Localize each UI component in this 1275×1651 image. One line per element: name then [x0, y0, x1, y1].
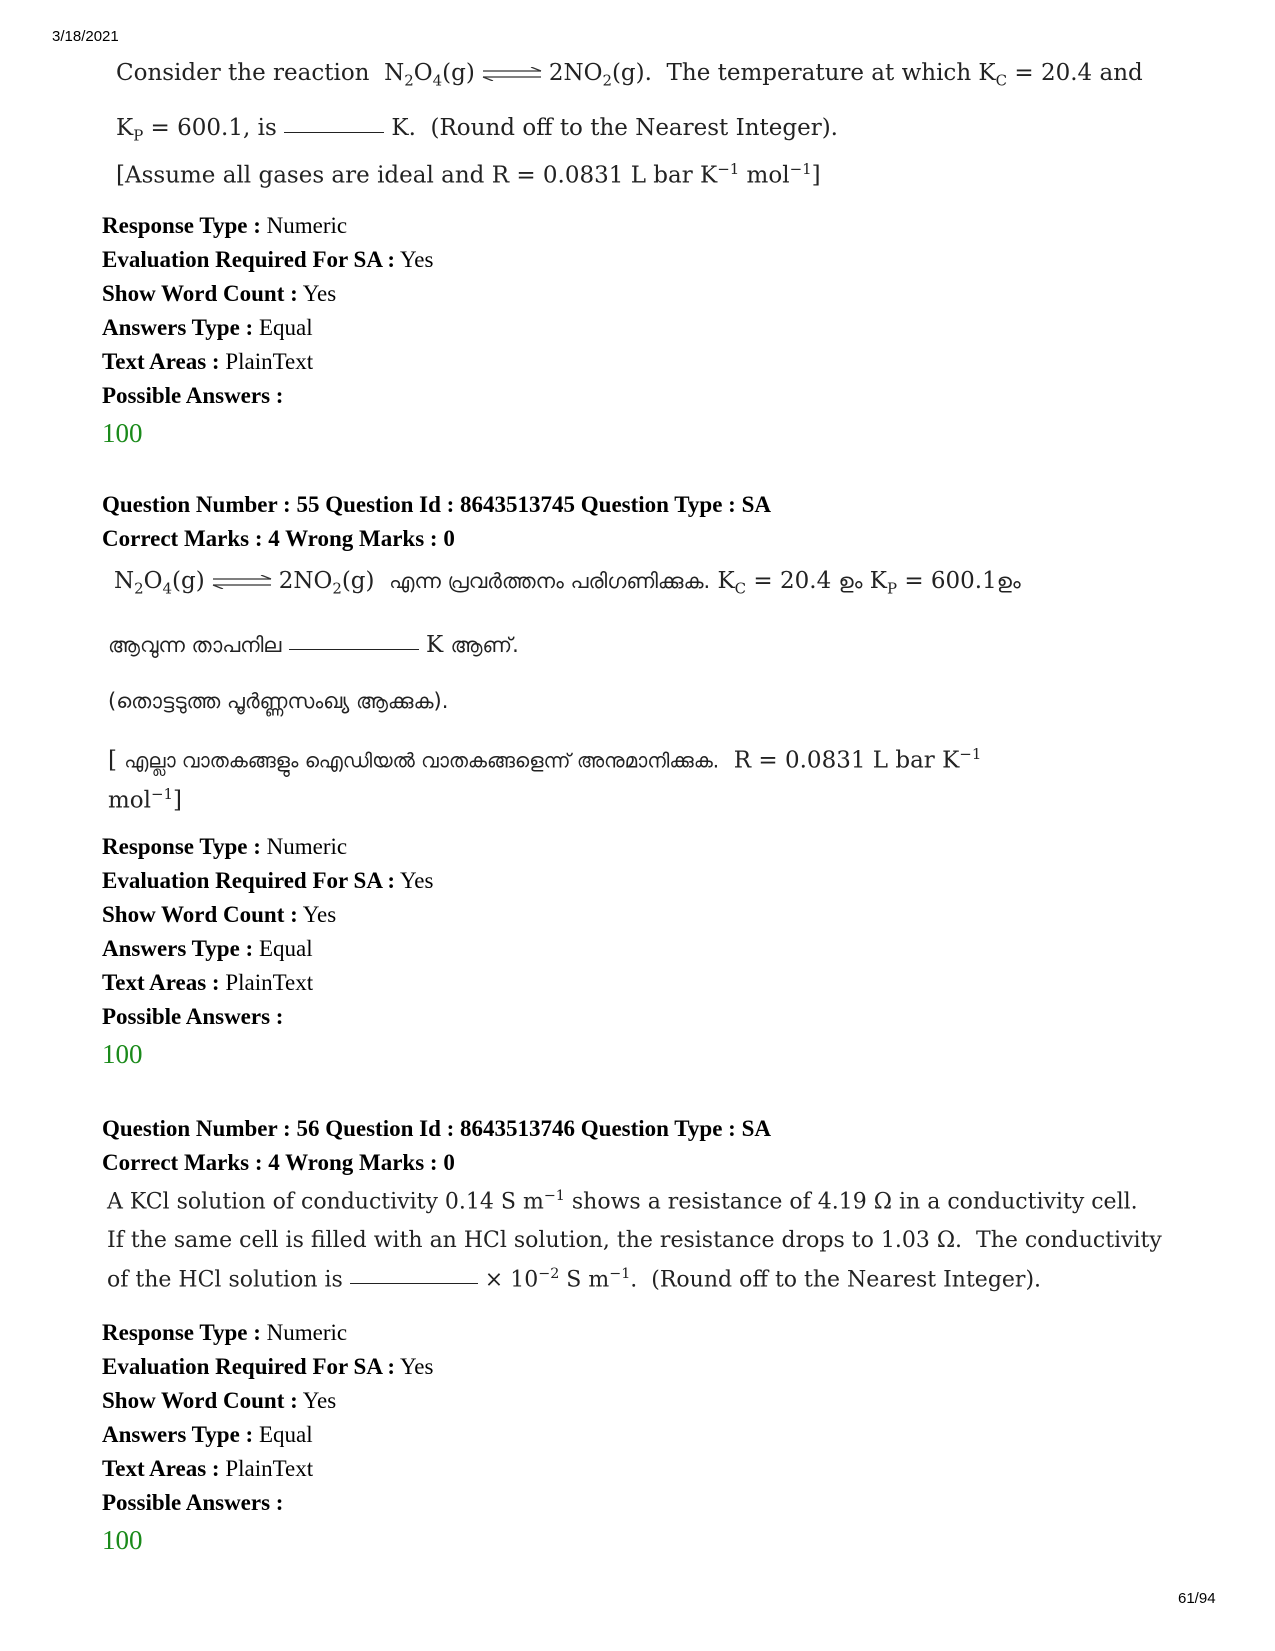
equilibrium-arrow-icon	[211, 575, 273, 589]
q55-text-line-3: (തൊട്ടടുത്ത പൂർണ്ണസംഖ്യ ആക്കുക).	[108, 689, 449, 713]
answer-blank	[289, 648, 419, 650]
answer-blank	[284, 131, 384, 133]
q54-meta: Response Type : Numeric Evaluation Required For SA : Yes Show Word Count : Yes Answers Type : Equal Text Areas : PlainText Possible Answers : 100	[102, 209, 433, 451]
q54-text-line-1: Consider the reaction $N_2O_4(g)$ $2NO_2(g)$. The temperature at which $K_C = 20.4$ and	[116, 60, 1143, 90]
word-count-value: Yes	[302, 281, 337, 306]
possible-answer: 100	[102, 418, 143, 448]
text-areas-value: PlainText	[225, 1456, 314, 1481]
q56-text-line-1: A KCl solution of conductivity 0.14 S $m^{-1}$ shows a resistance of 4.19 Ω in a conductivity cell.	[107, 1188, 1138, 1215]
response-type-value: Numeric	[266, 213, 348, 238]
q56-text-line-2: If the same cell is filled with an HCl solution, the resistance drops to 1.03 Ω. The conductivity	[107, 1228, 1162, 1253]
possible-answer: 100	[102, 1039, 143, 1069]
q55-meta: Response Type : Numeric Evaluation Required For SA : Yes Show Word Count : Yes Answers Type : Equal Text Areas : PlainText Possible Answers : 100	[102, 830, 433, 1072]
possible-answer: 100	[102, 1525, 143, 1555]
q55-text-line-4: [ എല്ലാ വാതകങ്ങളും ഐഡിയൽ വാതകങ്ങളെന്ന് അനുമാനിക്കുക. R = 0.0831 L bar $K^{-1}$	[108, 745, 982, 774]
text-areas-value: PlainText	[225, 970, 314, 995]
q56-text-line-3: of the HCl solution is × $10^{-2}$ S $m^{-1}$. (Round off to the Nearest Integer).	[107, 1266, 1042, 1293]
text-areas-value: PlainText	[225, 349, 314, 374]
evaluation-value: Yes	[400, 868, 434, 893]
q55-text-line-1: $N_2O_4(g)$ $2NO_2(g)$ എന്ന പ്രവർത്തനം പരിഗണിക്കുക. $K_C = 20.4$ ഉം $K_P$ = 600.1ഉം	[114, 568, 1021, 598]
evaluation-value: Yes	[400, 1354, 434, 1379]
response-type-value: Numeric	[266, 834, 348, 859]
q56-meta: Response Type : Numeric Evaluation Required For SA : Yes Show Word Count : Yes Answers Type : Equal Text Areas : PlainText Possible Answers : 100	[102, 1316, 433, 1558]
page-number: 61/94	[1178, 1590, 1216, 1607]
q54-text-line-3: [Assume all gases are ideal and R = 0.0831 L bar $K^{-1}$ mol$^{-1}$]	[116, 160, 821, 189]
answer-blank	[350, 1282, 478, 1284]
evaluation-value: Yes	[400, 247, 434, 272]
print-date: 3/18/2021	[52, 28, 119, 45]
q54-text-line-2: $K_P = 600.1$, is K. (Round off to the Nearest Integer).	[116, 115, 838, 145]
answers-type-value: Equal	[258, 315, 313, 340]
q55-text-line-5: mol$^{-1}$]	[108, 785, 183, 814]
q55-text-line-2: ആവുന്ന താപനില K ആണ്.	[108, 632, 519, 658]
equilibrium-arrow-icon	[481, 67, 543, 81]
q56-header: Question Number : 56 Question Id : 8643513746 Question Type : SA Correct Marks : 4 Wrong Marks : 0	[102, 1116, 771, 1175]
word-count-value: Yes	[302, 1388, 337, 1413]
response-type-value: Numeric	[266, 1320, 348, 1345]
word-count-value: Yes	[302, 902, 337, 927]
answers-type-value: Equal	[258, 936, 313, 961]
answers-type-value: Equal	[258, 1422, 313, 1447]
q55-header: Question Number : 55 Question Id : 8643513745 Question Type : SA Correct Marks : 4 Wrong Marks : 0	[102, 492, 771, 551]
